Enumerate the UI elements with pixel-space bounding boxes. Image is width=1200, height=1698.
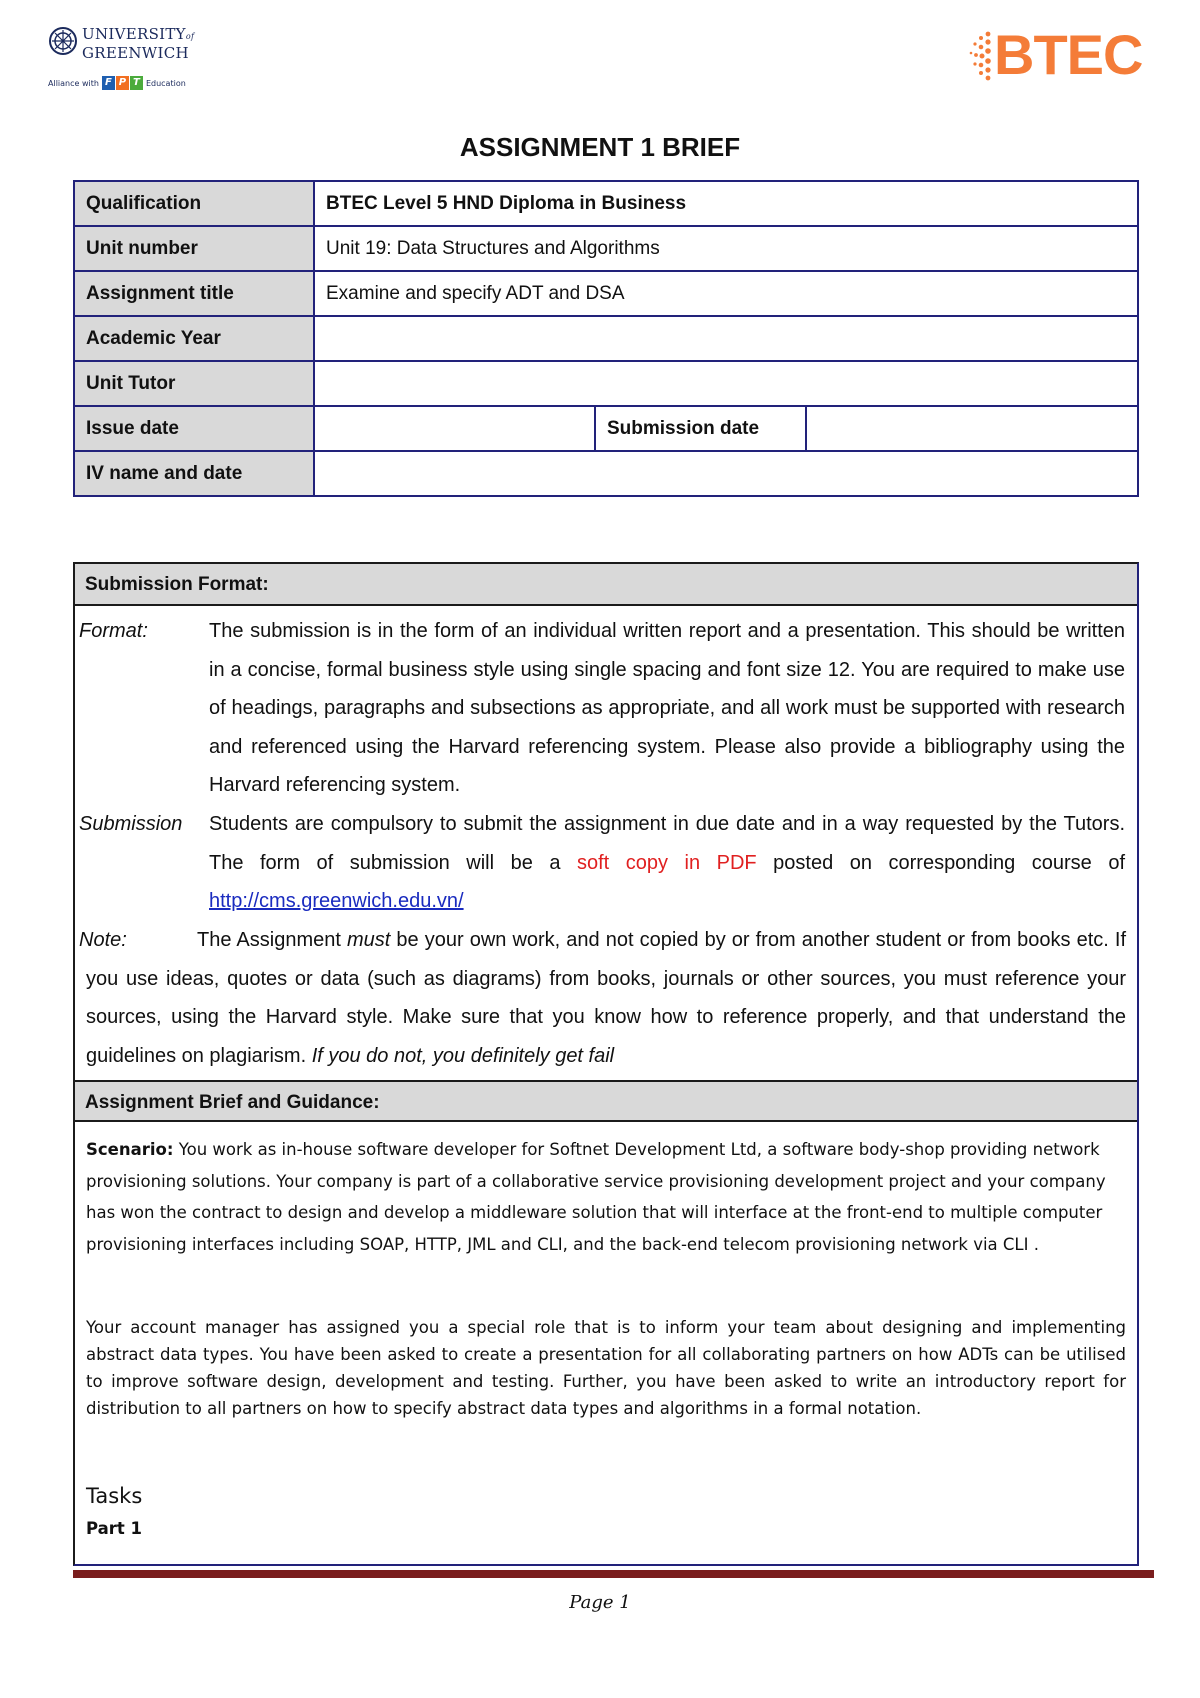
format-key: Format: [79,620,148,642]
academic-year-value [314,316,1138,361]
alliance-line: Alliance with F P T Education [48,77,186,88]
submission-format-heading: Submission Format: [75,564,1137,606]
table-row [74,181,1138,226]
document-title: ASSIGNMENT 1 BRIEF [459,132,741,162]
academic-year-label: Academic Year [74,316,314,361]
fail-warning: If you do not, you definitely get fail [311,1044,615,1067]
unit-number-label: Unit number [74,226,314,271]
university-crest-icon [48,26,78,56]
unit-tutor-label: Unit Tutor [74,361,314,406]
soft-copy-highlight: soft copy in PDF [577,851,757,874]
unit-tutor-value [314,361,1138,406]
table-row [74,316,1138,361]
fpt-logo: F P T [102,76,143,90]
iv-value [314,451,1138,496]
table-row [74,451,1138,496]
account-paragraph: Your account manager has assigned you a special role that is to inform your team about designing and implementing abstract data types. You have been asked to create a presentation for all collaborating partners on how ADTs can be utilised to improve software design, development and testing. Further, you have been asked to write an introductory report for distribution to all partners on how to specify abstract data types and algorithms in a formal notation. [86,1318,1126,1418]
university-name: UNIVERSITYof GREENWICH [82,25,195,62]
btec-wordmark: BTEC [994,23,1143,86]
table-row [74,226,1138,271]
note-section: Note: The Assignment must be your own work, and not copied by or from another student or from books etc. If you use ideas, quotes or data (such as diagrams) from books, journals or other sources, you must reference your sources, using the Harvard style. Make sure that you know how to reference properly, and that understand the guidelines on plagiarism. If you do not, you definitely get fail [86,921,1126,1075]
page-number: Page 1 [569,1592,631,1613]
submission-text: Students are compulsory to submit the assignment in due date and in a way requested by the Tutors. The form of submission will be a soft copy in PDF posted on corresponding course of http://cms.greenwich.edu.vn/ [209,813,1126,912]
footer-divider [73,1570,1154,1578]
guidance-heading: Assignment Brief and Guidance: [75,1080,1137,1122]
assignment-info-table [73,180,1139,497]
assignment-title-value: Examine and specify ADT and DSA [314,271,1138,316]
scenario-paragraph: Scenario: You work as in-house software developer for Softnet Development Ltd, a software body-shop providing network provisioning solutions. Your company is part of a collaborative service provisioning development project and your company has won the contract to design and develop a middleware solution that will interface at the front-end to multiple computer provisioning interfaces including SOAP, HTTP, JML and CLI, and the back-end telecom provisioning network via CLI . [86,1140,1106,1254]
iv-label: IV name and date [74,451,314,496]
table-row [74,271,1138,316]
unit-number-value: Unit 19: Data Structures and Algorithms [314,226,1138,271]
part-1-heading: Part 1 [86,1519,143,1538]
format-text: The submission is in the form of an individual written report and a presentation. This should be written in a concise, formal business style using single spacing and font size 12. You are required to make use of headings, paragraphs and subsections as appropriate, and all work must be supported with research and referenced using the Harvard referencing system. Please also provide a bibliography using the Harvard referencing system. [209,620,1125,796]
note-key: Note: [79,929,127,951]
brief-content-box [73,562,1139,1566]
table-row [74,406,1138,451]
issue-date-value [314,406,595,451]
submission-key: Submission [79,813,183,835]
issue-date-label: Issue date [74,406,314,451]
qualification-value: BTEC Level 5 HND Diploma in Business [314,181,1138,226]
tasks-heading: Tasks [86,1484,143,1508]
submission-date-label: Submission date [595,406,806,451]
university-logo [48,26,198,94]
table-row [74,361,1138,406]
assignment-title-label: Assignment title [74,271,314,316]
btec-dots-icon [968,26,994,84]
cms-link[interactable]: http://cms.greenwich.edu.vn/ [209,890,464,912]
qualification-label: Qualification [74,181,314,226]
submission-date-value [806,406,1138,451]
btec-logo [968,23,1172,86]
